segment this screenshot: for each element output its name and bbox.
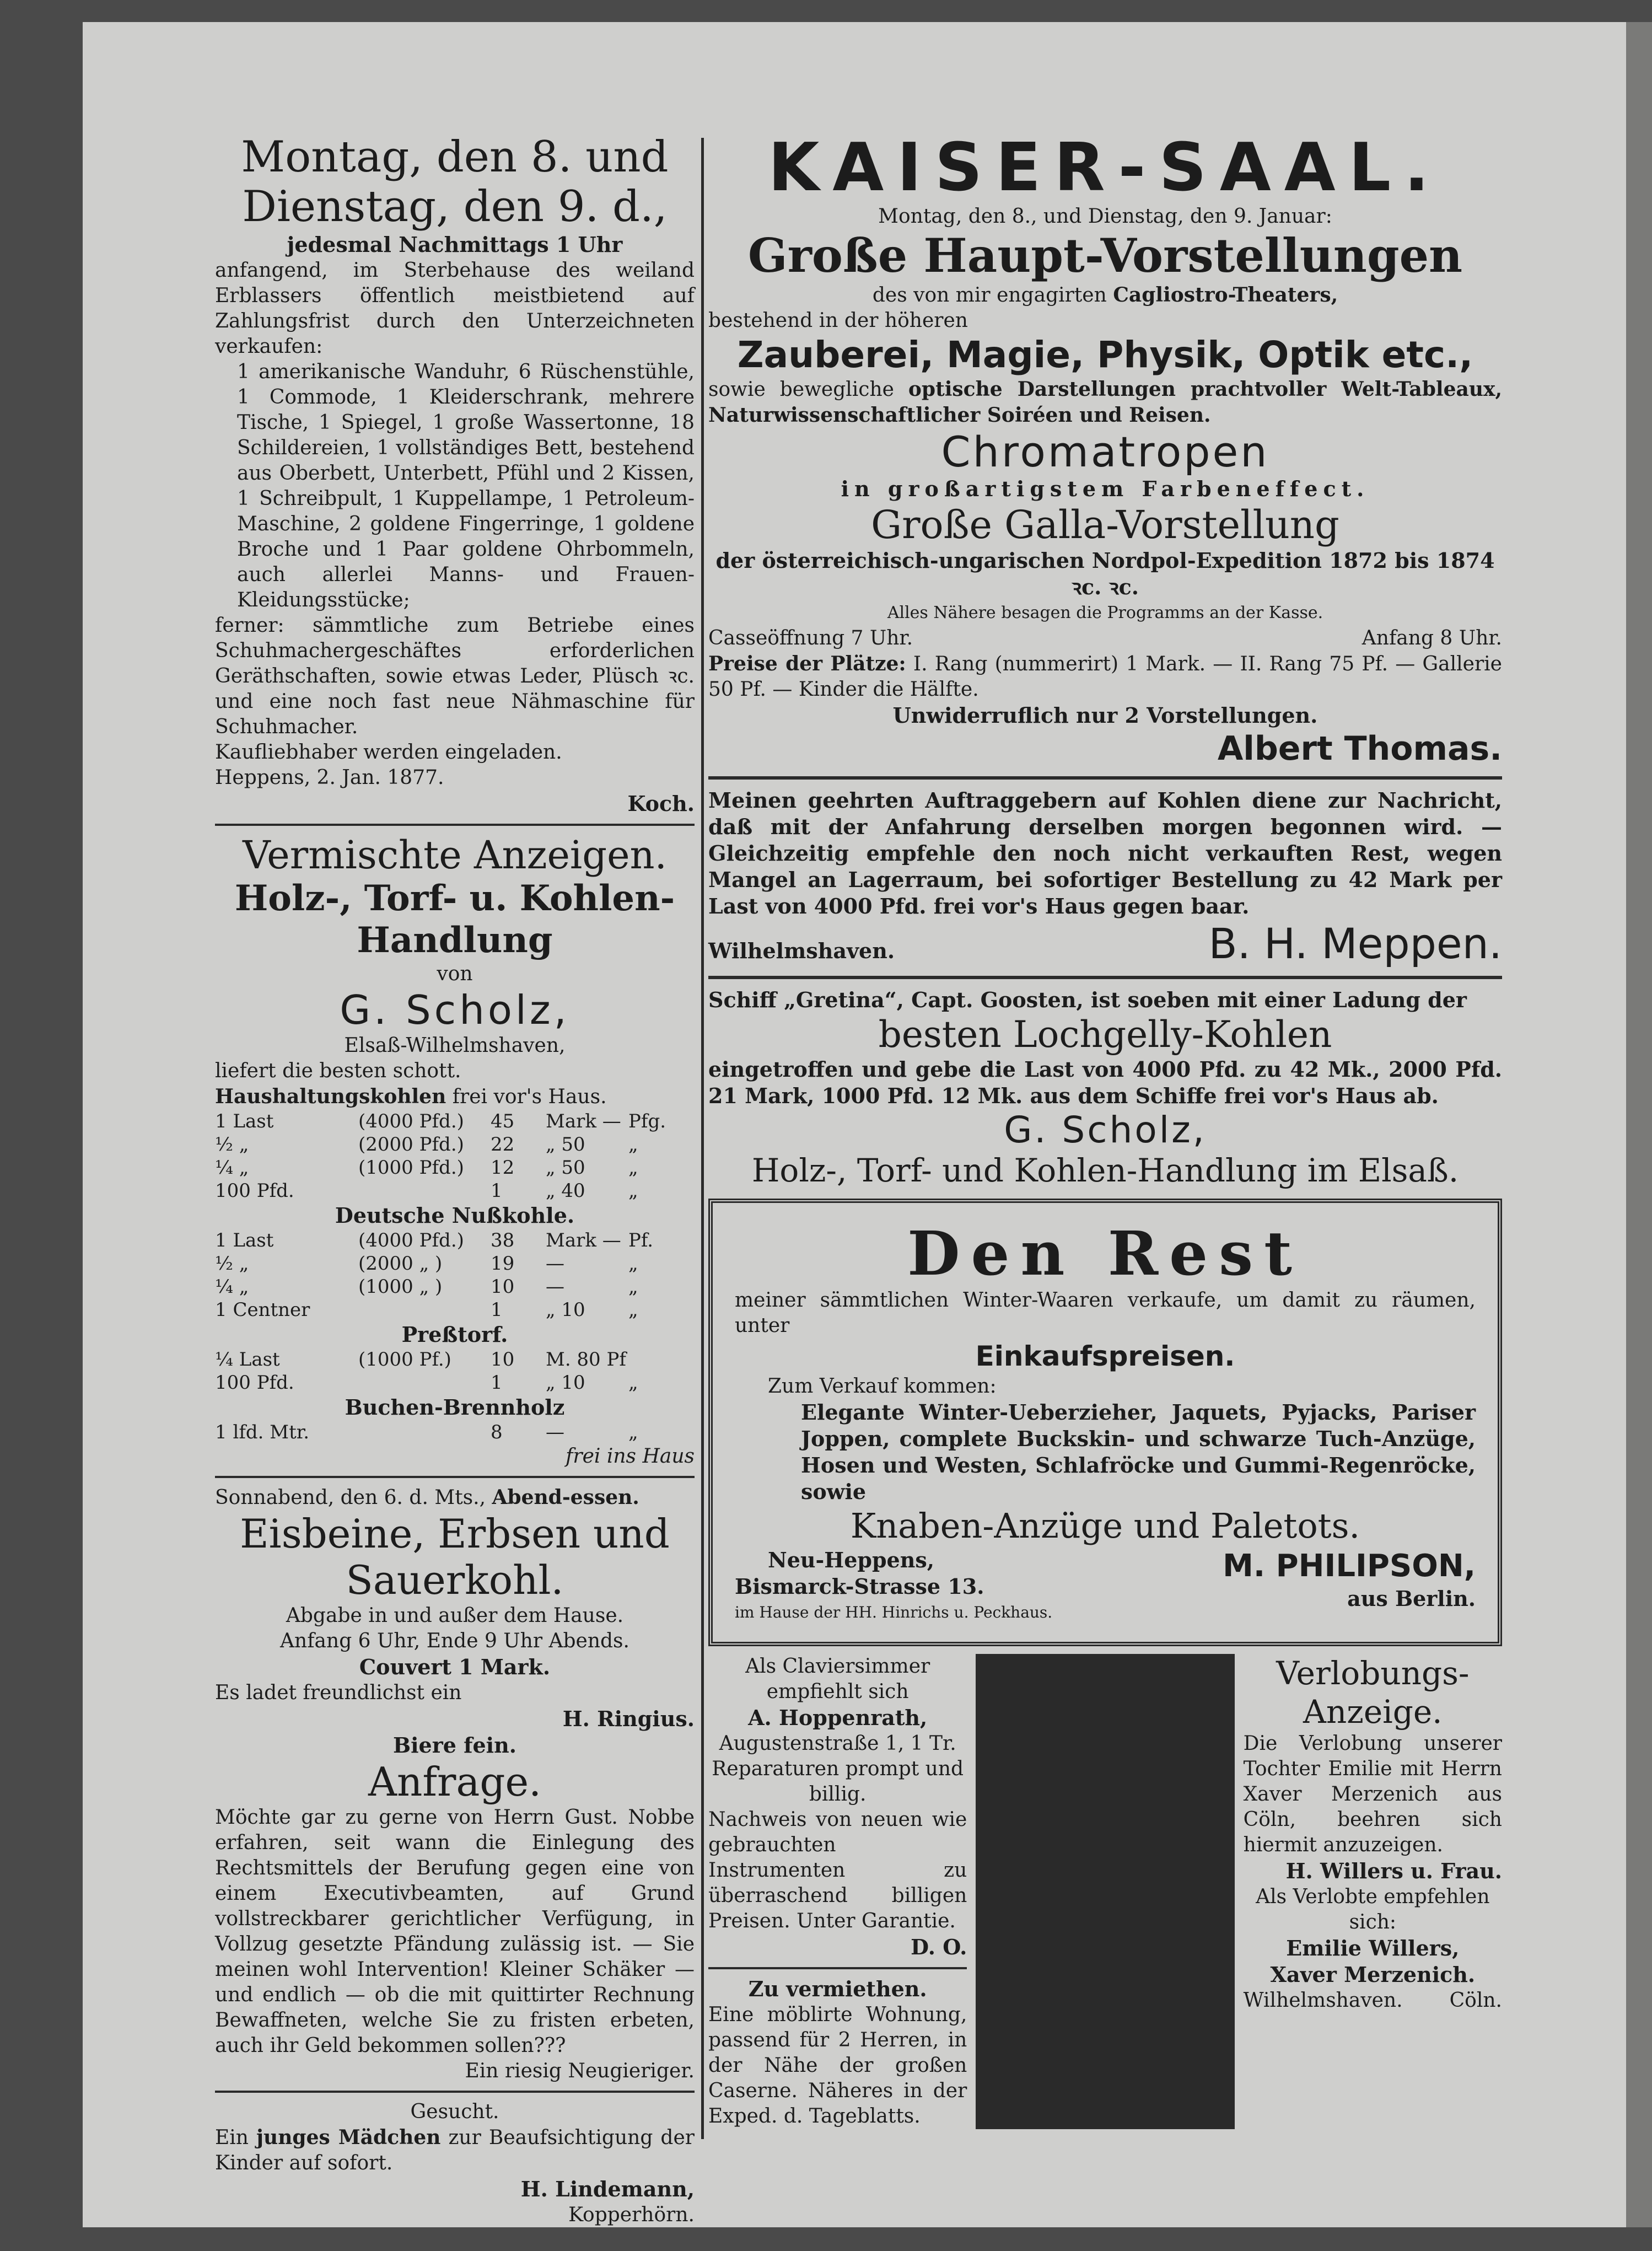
eisbein-line-3: Couvert 1 Mark.	[359, 1654, 551, 1679]
anfrage-sign: Ein riesig Neugieriger.	[465, 2060, 695, 2082]
price-cell: ½ „	[215, 1253, 249, 1275]
price-table-wood	[215, 1421, 695, 1444]
coal-desc-3: frei vor's Haus.	[452, 1086, 607, 1108]
rule	[215, 1476, 695, 1478]
meppen-sign: B. H. Meppen.	[1208, 919, 1502, 968]
schiff-ad	[708, 987, 1502, 1190]
anfrage-ad	[215, 1759, 695, 2084]
eisbein-beer: Biere fein.	[393, 1733, 516, 1758]
price-row	[215, 1156, 695, 1179]
price-row	[215, 1133, 695, 1156]
price-cell: 12	[491, 1157, 515, 1179]
rule	[708, 776, 1502, 780]
price-cell: ¼ „	[215, 1157, 249, 1179]
price-cell: 10	[491, 1349, 515, 1371]
anfrage-title: Anfrage.	[368, 1759, 541, 1805]
rest-addr-1: Neu-Heppens,	[768, 1548, 934, 1572]
price-cell: „	[628, 1421, 638, 1443]
rest-price: Einkaufspreisen.	[975, 1340, 1235, 1372]
eisbein-line-1: Abgabe in und außer dem Hause.	[286, 1604, 624, 1627]
price-cell: (2000 „ )	[358, 1253, 443, 1275]
price-cell	[358, 1421, 491, 1444]
auction-invite: Kaufliebhaber werden eingeladen.	[215, 741, 562, 764]
bottom-right	[1244, 1654, 1502, 2129]
schiff-sign: G. Scholz,	[1004, 1109, 1207, 1151]
auction-title-1: Montag, den 8. und	[241, 132, 669, 182]
rule	[708, 1967, 967, 1969]
kaiser-title: KAISER-SAAL.	[768, 130, 1443, 206]
rule	[215, 2091, 695, 2093]
price-cell: Mark —	[546, 1110, 621, 1132]
price-row	[215, 1252, 695, 1275]
price-cell: —	[546, 1421, 564, 1443]
price-cell: ¼ Last	[215, 1349, 280, 1371]
kaiser-nordpol: der österreichisch-ungarischen Nordpol-Expedition 1872 bis 1874 ꝛc. ꝛc.	[715, 548, 1495, 599]
price-cell: „ 50	[546, 1133, 585, 1156]
price-cell: 100 Pfd.	[215, 1180, 294, 1202]
verlobung-line-2: Als Verlobte empfehlen sich:	[1256, 1885, 1490, 1933]
bottom-row	[708, 1654, 1502, 2129]
price-cell: (1000 Pfd.)	[358, 1157, 464, 1179]
price-cell: 100 Pfd.	[215, 1372, 294, 1394]
klavier-addr: Augustenstraße 1, 1 Tr.	[719, 1732, 956, 1755]
price-table-nut-coal	[215, 1229, 695, 1321]
price-cell: „	[628, 1180, 638, 1202]
price-row	[215, 1298, 695, 1321]
price-cell: (1000 Pf.)	[358, 1349, 451, 1371]
auction-title-2: Dienstag, den 9. d.,	[242, 182, 668, 232]
price-row	[215, 1275, 695, 1298]
bottom-left	[708, 1654, 967, 2129]
price-cell: (4000 Pfd.)	[358, 1229, 464, 1251]
eisbein-sign: H. Ringius.	[562, 1706, 695, 1731]
verlobung-place-1: Wilhelmshaven.	[1243, 1989, 1403, 2012]
rule	[215, 824, 695, 826]
price-cell: „ 10	[546, 1372, 585, 1394]
rest-sign: M. PHILIPSON,	[1223, 1548, 1476, 1584]
gesucht-ad	[215, 2099, 695, 2228]
kaiser-saal-ad	[708, 132, 1502, 769]
anfrage-text: Möchte gar zu gerne von Herrn Gust. Nobbe erfahren, seit wann die Einlegung des Rechtsmittels der Berufung gegen eine von einem Executivbeamten, auf Grund vollstreckbarer gerichtlicher Verfügung, in Vollzug gesetzte Pfändung zulässig ist. — Sie meinen wohl Intervention! Kleiner Schäker — und endlich — ob die mit quittirter Rechnung Bewaffneten, welche Sie zu fristen erbeten, auch ihr Geld bekommen sollen???	[215, 1806, 695, 2057]
divider	[976, 1654, 1234, 2129]
rest-line-3: Elegante Winter-Ueberzieher, Jaquets, Pyjacks, Pariser Joppen, complete Buckskin- und schwarze Tuch-Anzüge, Hosen und Westen, Schlafröcke und Gummi-Regenröcke, sowie	[801, 1400, 1476, 1504]
price-cell: 1 Last	[215, 1229, 274, 1251]
price-cell: „ 10	[546, 1299, 585, 1321]
coal-desc-2: Haushaltungskohlen	[215, 1085, 446, 1108]
schiff-text-2: eingetroffen und gebe die Last von 4000 Pfd. zu 42 Mk., 2000 Pfd. 21 Mark, 1000 Pfd. 12 Mk. aus dem Schiffe frei vor's Haus ab.	[708, 1057, 1502, 1108]
price-cell: 1	[491, 1372, 503, 1394]
eisbein-line-4: Es ladet freundlichst ein	[215, 1681, 462, 1704]
auction-ferner: ferner: sämmtliche zum Betriebe eines Schuhmachergeschäftes erforderlichen Geräthschaften, sowie etwas Leder, Plüsch ꝛc. und eine noch fast neue Nähmaschine für Schuhmacher.	[215, 614, 695, 738]
price-cell: „ 40	[546, 1180, 585, 1202]
vermiethen-title: Zu vermiethen.	[748, 1976, 927, 2001]
price-cell: 1	[491, 1180, 503, 1202]
auction-place: Heppens, 2. Jan. 1877.	[215, 766, 444, 789]
kaiser-opt-1: sowie bewegliche	[708, 378, 894, 401]
price-cell: Mark —	[546, 1229, 621, 1251]
price-cell: 22	[491, 1133, 515, 1156]
coal-von: von	[437, 963, 473, 985]
price-cell	[628, 1348, 684, 1371]
price-cell: 1 lfd. Mtr.	[215, 1421, 310, 1443]
price-cell: „	[628, 1133, 638, 1156]
price-cell: 45	[491, 1110, 515, 1132]
price-cell: ¼ „	[215, 1276, 249, 1298]
page-edge	[1626, 22, 1652, 2227]
klavier-name: A. Hoppenrath,	[748, 1705, 928, 1730]
gesucht-place: Kopperhörn.	[568, 2204, 695, 2226]
auction-ad	[215, 132, 695, 817]
eisbein-title: Eisbeine, Erbsen und Sauerkohl.	[240, 1511, 670, 1603]
price-row	[215, 1229, 695, 1252]
verlobung-text: Die Verlobung unserer Tochter Emilie mit Herrn Xaver Merzenich aus Cöln, beehren sich hiermit anzuzeigen.	[1243, 1732, 1502, 1856]
verlobung-sign: H. Willers u. Frau.	[1285, 1858, 1502, 1883]
right-column	[708, 132, 1502, 2129]
rest-line-1: meiner sämmtlichen Winter-Waaren verkaufe, um damit zu räumen, unter	[735, 1289, 1476, 1337]
buchen-heading: Buchen-Brennholz	[345, 1395, 565, 1420]
press-heading: Preßtorf.	[401, 1322, 508, 1347]
gesucht-title: Gesucht.	[410, 2100, 499, 2123]
kaiser-main: Große Haupt-Vorstellungen	[747, 228, 1463, 283]
rest-from: aus Berlin.	[1347, 1586, 1476, 1611]
price-cell: 10	[491, 1276, 515, 1298]
price-cell: 38	[491, 1229, 515, 1251]
nuss-heading: Deutsche Nußkohle.	[335, 1203, 575, 1228]
meppen-text: Meinen geehrten Auftraggebern auf Kohlen diene zur Nachricht, daß mit der Anfahrung derselben morgen begonnen wird. — Gleichzeitig empfehle den noch nicht verkauften Rest, wegen Mangel an Lagerraum, bei sofortiger Bestellung zu 42 Mark per Last von 4000 Pfd. frei vor's Haus gegen baar.	[708, 788, 1502, 918]
klavier-line-1: Als Claviersimmer empfiehlt sich	[745, 1655, 930, 1703]
eisbein-date-2: Abend-essen.	[492, 1486, 639, 1509]
eisbein-date: Sonnabend, den 6. d. Mts.,	[215, 1486, 486, 1509]
price-cell: Pf.	[628, 1229, 654, 1251]
price-cell: „	[628, 1253, 638, 1275]
meppen-ad	[708, 787, 1502, 968]
kaiser-effect: in großartigstem Farbeneffect.	[841, 476, 1370, 501]
schiff-coal: besten Lochgelly-Kohlen	[878, 1013, 1332, 1056]
rest-addr-2: Bismarck-Strasse 13.	[735, 1574, 984, 1599]
kaiser-prices-label: Preise der Plätze:	[708, 652, 906, 675]
auction-when: jedesmal Nachmittags 1 Uhr	[287, 232, 623, 257]
price-cell: 1	[491, 1299, 503, 1321]
kaiser-start: Anfang 8 Uhr.	[1362, 627, 1502, 649]
meppen-place: Wilhelmshaven.	[708, 938, 895, 963]
price-cell: „	[628, 1157, 638, 1179]
rest-title: Den Rest	[907, 1218, 1303, 1289]
price-cell: 8	[491, 1421, 503, 1443]
kaiser-of-2: Cagliostro-Theaters,	[1113, 283, 1338, 307]
kaiser-consist: bestehend in der höheren	[708, 309, 968, 332]
left-column	[215, 132, 695, 2228]
schiff-text-1: Schiff „Gretina“, Capt. Goosten, ist soeben mit einer Ladung der	[708, 987, 1467, 1012]
price-cell: „	[628, 1276, 638, 1298]
price-cell: M. 80 Pf	[546, 1349, 626, 1371]
auction-items: 1 amerikanische Wanduhr, 6 Rüschenstühle, 1 Commode, 1 Kleiderschrank, mehrere Tische, 1 Spiegel, 1 große Wassertonne, 18 Schildereien, 1 vollständiges Bett, bestehend aus Oberbett, Unterbett, Pfühl und 2 Kissen, 1 Schreibpult, 1 Kuppellampe, 1 Petroleum-Maschine, 2 goldene Fingerringe, 1 goldene Broche und 1 Paar goldene Ohrbommeln, auch allerlei Manns- und Frauen-Kleidungsstücke;	[237, 361, 695, 611]
coal-firm: Holz-, Torf- u. Kohlen-Handlung	[234, 878, 675, 961]
price-table-peat	[215, 1348, 695, 1394]
schiff-firm: Holz-, Torf- und Kohlen-Handlung im Elsaß.	[751, 1152, 1459, 1189]
price-cell	[358, 1298, 491, 1321]
price-table-house-coal	[215, 1110, 695, 1202]
verlobung-name-1: Emilie Willers,	[1286, 1936, 1460, 1960]
vermiethen-text: Eine möblirte Wohnung, passend für 2 Herren, in der Nähe der großen Caserne. Näheres in der Exped. d. Tageblatts.	[708, 2003, 967, 2128]
auction-intro: anfangend, im Sterbehause des weiland Erblassers öffentlich meistbietend auf Zahlungsfrist durch den Unterzeichneten verkaufen:	[215, 259, 695, 358]
price-cell: Pfg.	[628, 1110, 666, 1132]
price-cell: 1 Last	[215, 1110, 274, 1132]
rest-kids: Knaben-Anzüge und Paletots.	[850, 1506, 1360, 1546]
kaiser-prices: I. Rang (nummerirt) 1 Mark. — II. Rang 75 Pf. — Gallerie 50 Pf. — Kinder die Hälfte.	[708, 653, 1502, 701]
misc-heading: Vermischte Anzeigen.	[243, 832, 667, 878]
column-divider	[701, 138, 704, 2139]
gesucht-sign: H. Lindemann,	[520, 2177, 695, 2201]
price-cell: 1 Centner	[215, 1299, 310, 1321]
rest-line-2: Zum Verkauf kommen:	[768, 1375, 997, 1398]
kaiser-open: Casseöffnung 7 Uhr.	[708, 627, 913, 649]
kaiser-only: Unwiderruflich nur 2 Vorstellungen.	[892, 703, 1318, 728]
kaiser-sign: Albert Thomas.	[1217, 729, 1502, 768]
kaiser-prog: Alles Nähere besagen die Programms an der Kasse.	[887, 603, 1323, 622]
auction-sign: Koch.	[627, 791, 695, 816]
free-delivery-note: frei ins Haus	[566, 1445, 695, 1468]
gesucht-text-2: junges Mädchen	[256, 2126, 441, 2149]
price-row	[215, 1348, 695, 1371]
kaiser-chroma: Chromatropen	[941, 427, 1269, 476]
price-cell: (2000 Pfd.)	[358, 1133, 464, 1156]
klavier-line-3: Nachweis von neuen wie gebrauchten Instrumenten zu überraschend billigen Preisen. Unter Garantie.	[708, 1808, 967, 1932]
price-cell: —	[546, 1253, 564, 1275]
price-cell: ½ „	[215, 1133, 249, 1156]
verlobung-title: Verlobungs-Anzeige.	[1276, 1654, 1470, 1731]
coal-desc-1: liefert die besten schott.	[215, 1060, 461, 1082]
price-cell	[358, 1371, 491, 1394]
rule	[708, 976, 1502, 979]
klavier-line-4: D. O.	[911, 1935, 967, 1959]
price-cell: 19	[491, 1253, 515, 1275]
gesucht-text-1: Ein	[215, 2126, 249, 2149]
price-cell: „	[628, 1299, 638, 1321]
kaiser-opt-2: optische Darstellungen prachtvoller Welt-Tableaux, Naturwissenschaftlicher Soiréen und Reisen.	[708, 378, 1503, 427]
verlobung-place-2: Cöln.	[1449, 1989, 1502, 2012]
coal-ad	[215, 832, 695, 1469]
price-cell: (1000 „ )	[358, 1276, 443, 1298]
kaiser-date: Montag, den 8., und Dienstag, den 9. Januar:	[878, 205, 1332, 228]
price-cell	[358, 1179, 491, 1202]
klavier-line-2: Reparaturen prompt und billig.	[712, 1758, 964, 1806]
price-row	[215, 1110, 695, 1133]
kaiser-galla: Große Galla-Vorstellung	[871, 502, 1339, 547]
kaiser-magic: Zauberei, Magie, Physik, Optik etc.,	[737, 334, 1473, 376]
eisbein-line-2: Anfang 6 Uhr, Ende 9 Uhr Abends.	[280, 1630, 629, 1652]
price-cell: „ 50	[546, 1157, 585, 1179]
coal-name: G. Scholz,	[340, 987, 570, 1033]
price-row	[215, 1421, 695, 1444]
price-cell: „	[628, 1372, 638, 1394]
verlobung-name-2: Xaver Merzenich.	[1270, 1962, 1476, 1987]
gesucht-text-3: zur Beaufsichtigung der Kinder auf sofort.	[215, 2126, 695, 2174]
rest-ad-box	[708, 1199, 1502, 1646]
rest-addr-3: im Hause der HH. Hinrichs u. Peckhaus.	[735, 1603, 1053, 1621]
coal-place: Elsaß-Wilhelmshaven,	[344, 1034, 566, 1057]
kaiser-of-1: des von mir engagirten	[872, 284, 1107, 307]
price-row	[215, 1179, 695, 1202]
eisbein-ad	[215, 1485, 695, 1759]
price-row	[215, 1371, 695, 1394]
price-cell: (4000 Pfd.)	[358, 1110, 464, 1132]
price-cell: —	[546, 1276, 564, 1298]
